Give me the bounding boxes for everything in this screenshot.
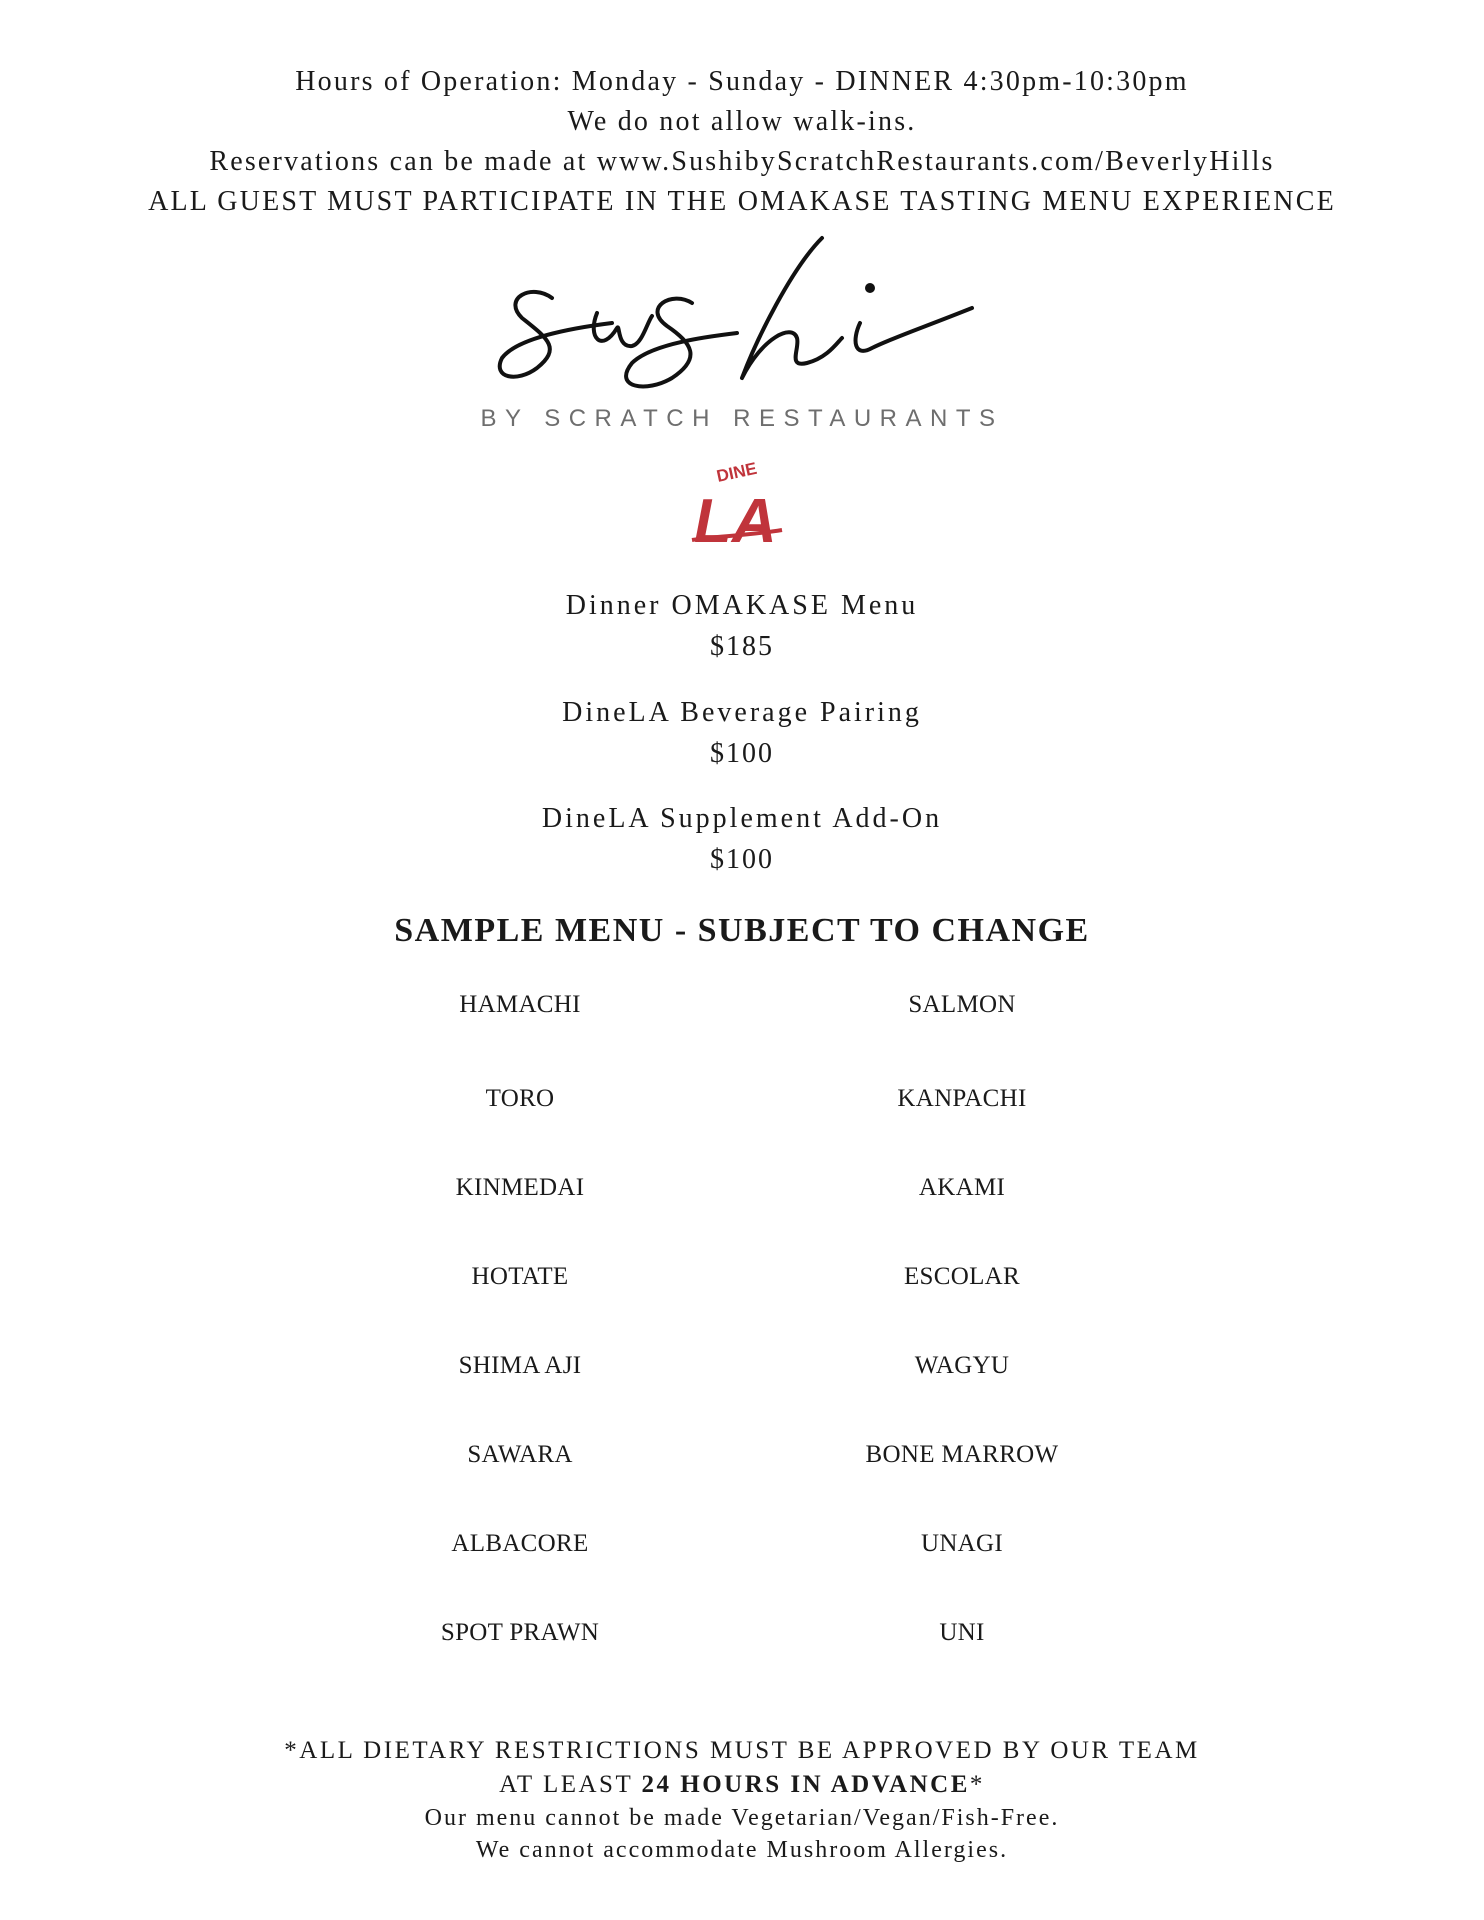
svg-text:LA: LA: [694, 487, 777, 556]
advance-prefix: AT LEAST: [499, 1771, 642, 1798]
supplement-title: DineLA Supplement Add-On: [541, 803, 943, 834]
menu-item-right: AKAMI: [918, 1174, 1006, 1201]
beverage-price-block: [0, 692, 1484, 774]
walkin-policy: We do not allow walk-ins.: [567, 106, 917, 137]
menu-item-right: ESCOLAR: [903, 1263, 1020, 1290]
supplement-price: $100: [710, 844, 774, 875]
reservation-info: Reservations can be made at www.SushibyScratchRestaurants.com/BeverlyHills: [209, 146, 1275, 177]
menu-item-left: TORO: [485, 1085, 555, 1112]
no-mushroom-notice: We cannot accommodate Mushroom Allergies.: [475, 1837, 1009, 1863]
dietary-advance-notice: [0, 1768, 1484, 1802]
menu-item-right: KANPACHI: [897, 1085, 1027, 1112]
omakase-price-block: [0, 585, 1484, 667]
dietary-footer: [0, 1734, 1484, 1866]
beverage-price: $100: [710, 738, 774, 769]
menu-item-left: SPOT PRAWN: [440, 1619, 600, 1646]
menu-item-left: KINMEDAI: [455, 1174, 585, 1201]
sushi-script-logo-graphic: [492, 228, 992, 398]
hours-of-operation: Hours of Operation: Monday - Sunday - DINNER 4:30pm-10:30pm: [295, 66, 1189, 97]
beverage-title: DineLA Beverage Pairing: [562, 697, 922, 728]
participation-notice: ALL GUEST MUST PARTICIPATE IN THE OMAKASE TASTING MENU EXPERIENCE: [148, 186, 1336, 217]
advance-suffix: *: [969, 1771, 985, 1798]
omakase-title: Dinner OMAKASE Menu: [565, 590, 919, 621]
menu-item-right: BONE MARROW: [865, 1441, 1059, 1468]
menu-item-left: HAMACHI: [459, 991, 581, 1018]
menu-item-left: SHIMA AJI: [458, 1352, 582, 1379]
advance-deadline: 24 HOURS IN ADVANCE: [641, 1771, 970, 1798]
menu-item-right: WAGYU: [914, 1352, 1010, 1379]
menu-item-right: UNAGI: [920, 1530, 1004, 1557]
dietary-approval-notice: *ALL DIETARY RESTRICTIONS MUST BE APPROVED BY OUR TEAM: [284, 1737, 1200, 1764]
svg-text:DINE: DINE: [714, 458, 759, 486]
omakase-price: $185: [710, 631, 774, 662]
header-info: [0, 62, 1484, 222]
logo-subtitle: BY SCRATCH RESTAURANTS: [480, 405, 1004, 432]
supplement-price-block: [0, 798, 1484, 880]
menu-item-left: ALBACORE: [451, 1530, 589, 1557]
sample-menu-heading: SAMPLE MENU - SUBJECT TO CHANGE: [394, 912, 1090, 949]
menu-item-right: SALMON: [908, 991, 1016, 1018]
menu-item-right: UNI: [939, 1619, 985, 1646]
no-vegetarian-notice: Our menu cannot be made Vegetarian/Vegan/Fish-Free.: [424, 1805, 1060, 1831]
menu-item-left: HOTATE: [471, 1263, 569, 1290]
menu-item-left: SAWARA: [467, 1441, 573, 1468]
dine-la-badge: [686, 452, 798, 560]
